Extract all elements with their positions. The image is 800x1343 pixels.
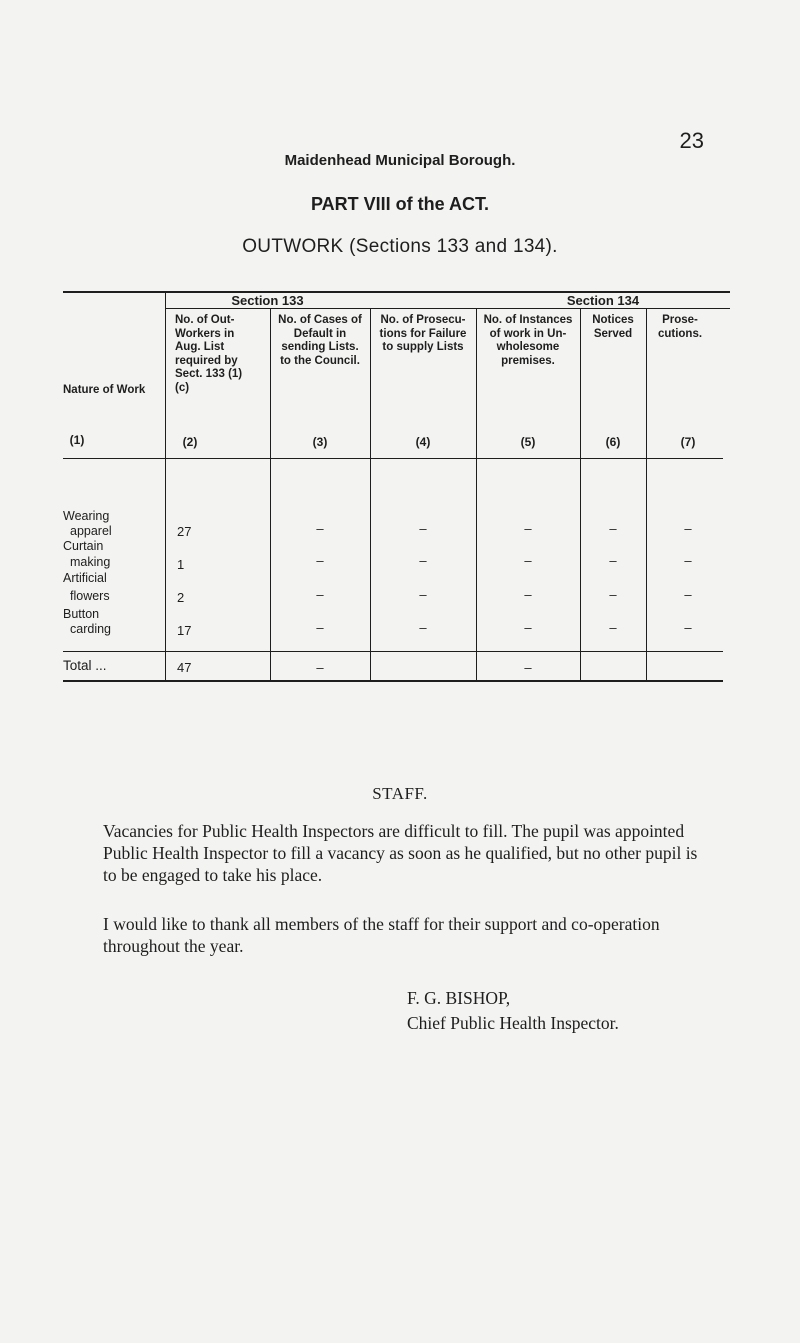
table-bottom-rule bbox=[63, 680, 723, 682]
dash-cell: – bbox=[609, 620, 617, 635]
total-label: Total ... bbox=[63, 658, 107, 673]
total-outworkers: 47 bbox=[177, 660, 192, 675]
column-number: (7) bbox=[680, 435, 696, 449]
column-number: (2) bbox=[182, 435, 198, 449]
staff-heading: STAFF. bbox=[372, 784, 428, 803]
row-label: Artificial bbox=[63, 571, 107, 585]
dash-cell: – bbox=[524, 620, 532, 635]
header-bottom-rule bbox=[63, 458, 723, 459]
outworkers-value: 17 bbox=[177, 623, 192, 638]
page-number: 23 bbox=[679, 128, 704, 153]
dash-cell: – bbox=[316, 521, 324, 536]
dash-cell: – bbox=[419, 553, 427, 568]
dash-cell: – bbox=[524, 553, 532, 568]
dash-cell: – bbox=[524, 587, 532, 602]
dash-cell: – bbox=[684, 553, 692, 568]
column-number: (4) bbox=[415, 435, 431, 449]
staff-paragraph-thanks: I would like to thank all members of the staff for their support and co-operation throughout the year. bbox=[103, 914, 660, 956]
dash-cell: – bbox=[419, 521, 427, 536]
row-label: Button bbox=[63, 607, 100, 621]
dash-cell: – bbox=[524, 521, 532, 536]
row-label: flowers bbox=[70, 589, 110, 603]
outwork-title: OUTWORK (Sections 133 and 134). bbox=[242, 236, 558, 257]
column-number: (1) bbox=[69, 433, 85, 447]
row-label: Curtain bbox=[63, 539, 104, 553]
header-outworkers: No. of Out- Workers in Aug. List required by Sect. 133 (1) (c) bbox=[175, 314, 243, 394]
header-notices-served: Notices Served bbox=[592, 314, 634, 340]
row-label: carding bbox=[70, 622, 111, 636]
total-top-rule bbox=[63, 651, 723, 652]
header-prosecutions: Prose- cutions. bbox=[657, 314, 703, 340]
dash-cell: – bbox=[684, 521, 692, 536]
signature-title: Chief Public Health Inspector. bbox=[407, 1013, 619, 1033]
dash-cell: – bbox=[419, 587, 427, 602]
outworkers-value: 1 bbox=[177, 557, 185, 572]
header-unwholesome-premises: No. of Instances of work in Un- wholesome premises. bbox=[483, 314, 573, 367]
dash-cell: – bbox=[684, 587, 692, 602]
row-label: apparel bbox=[70, 524, 112, 538]
dash-cell: – bbox=[524, 660, 532, 675]
dash-cell: – bbox=[684, 620, 692, 635]
column-divider bbox=[165, 293, 166, 681]
section-134-label: Section 134 bbox=[566, 293, 640, 308]
dash-cell: – bbox=[609, 521, 617, 536]
header-cases-of-default: No. of Cases of Default in sending Lists. to the Council. bbox=[278, 314, 362, 367]
staff-paragraph-vacancies: Vacancies for Public Health Inspectors are difficult to fill. The pupil was appointed Public Health Inspector to fill a vacancy as soon as he qualified, but no other pupil is to be engaged to take his place. bbox=[103, 821, 698, 885]
outworkers-value: 2 bbox=[177, 590, 185, 605]
section-133-label: Section 133 bbox=[231, 293, 304, 308]
row-label: making bbox=[70, 555, 111, 569]
column-number: (5) bbox=[520, 435, 536, 449]
header-nature-of-work: Nature of Work bbox=[63, 384, 146, 396]
dash-cell: – bbox=[316, 660, 324, 675]
dash-cell: – bbox=[609, 587, 617, 602]
column-number: (3) bbox=[312, 435, 328, 449]
part-title: PART VIII of the ACT. bbox=[311, 194, 489, 214]
outworkers-value: 27 bbox=[177, 524, 192, 539]
dash-cell: – bbox=[316, 620, 324, 635]
dash-cell: – bbox=[609, 553, 617, 568]
row-label: Wearing bbox=[63, 509, 110, 523]
dash-cell: – bbox=[316, 587, 324, 602]
header-prosecutions-lists: No. of Prosecu- tions for Failure to supply Lists bbox=[379, 314, 467, 353]
column-number: (6) bbox=[605, 435, 621, 449]
dash-cell: – bbox=[316, 553, 324, 568]
dash-cell: – bbox=[419, 620, 427, 635]
signature-name: F. G. BISHOP, bbox=[407, 988, 511, 1008]
borough-heading: Maidenhead Municipal Borough. bbox=[284, 152, 516, 169]
